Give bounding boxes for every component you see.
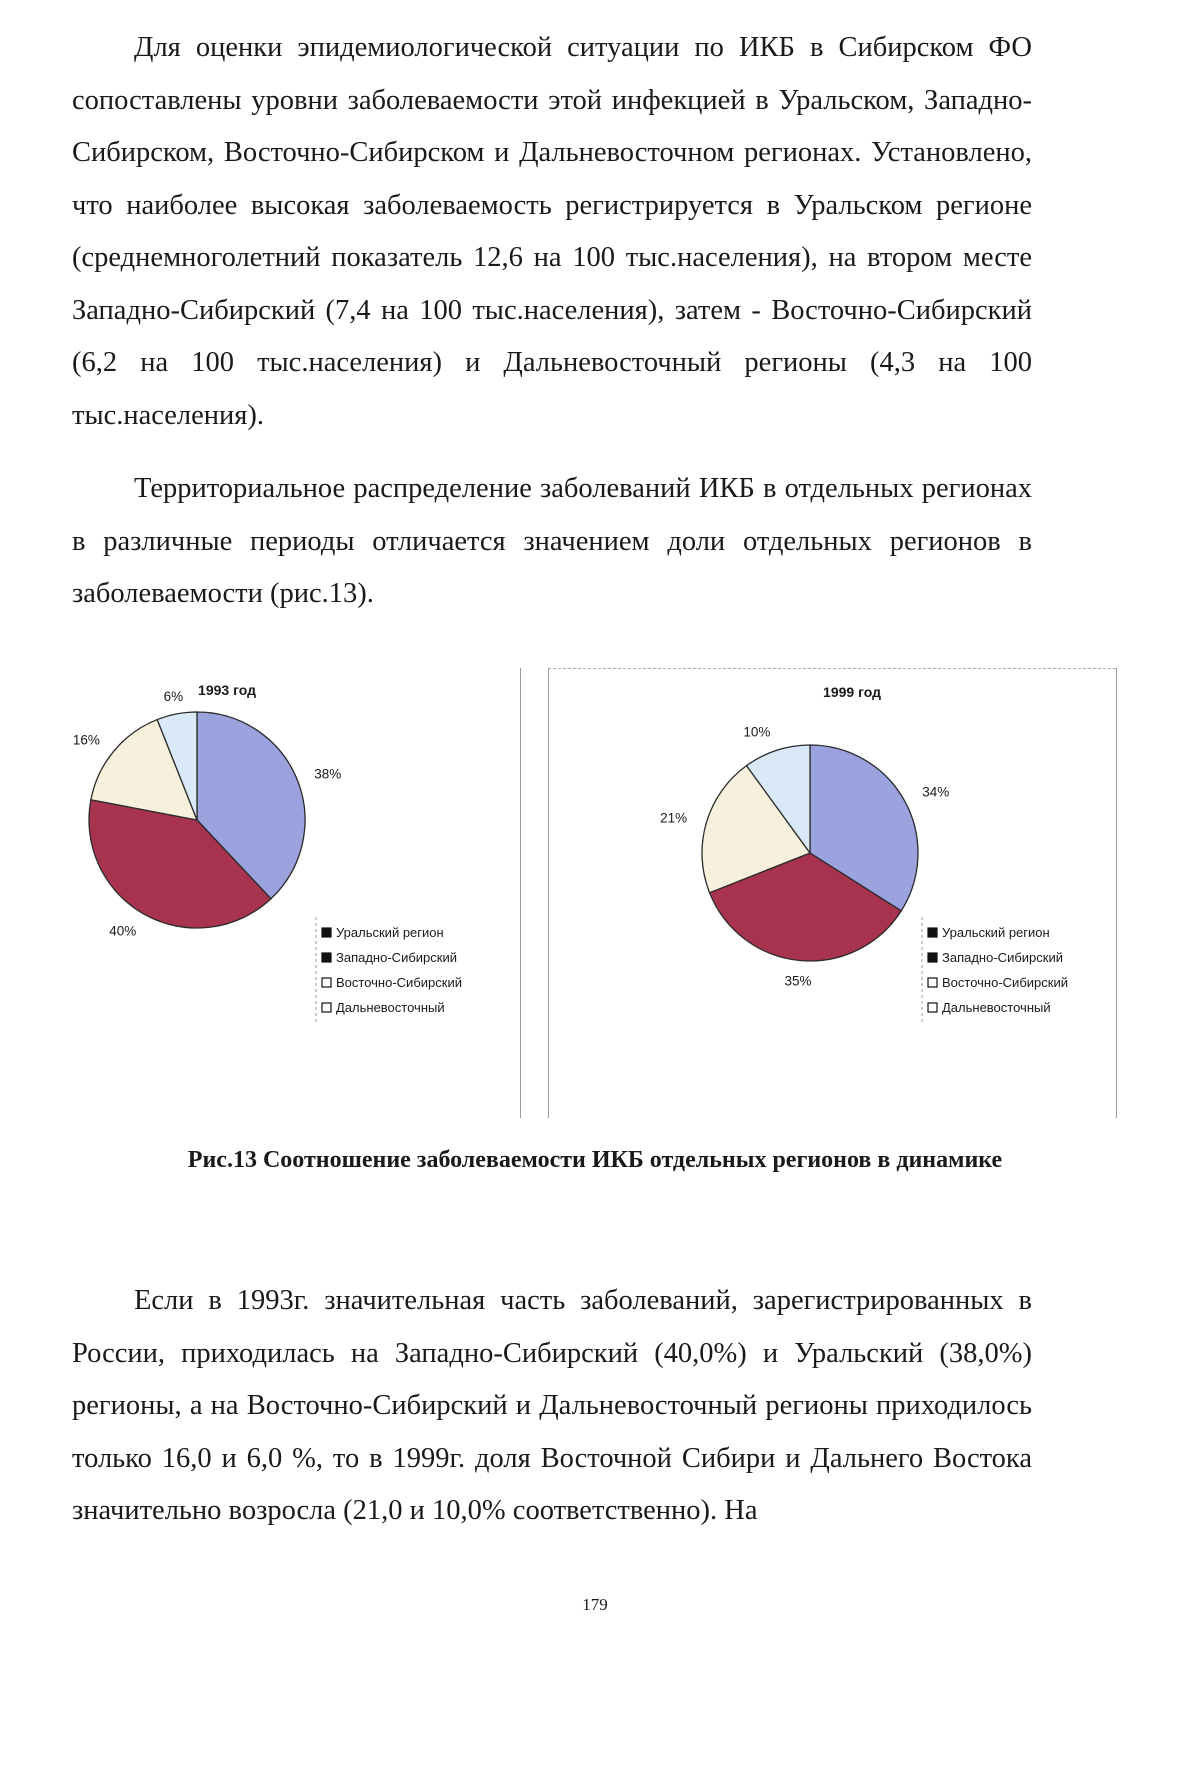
divider-line: [1116, 668, 1117, 1118]
pie-data-label: 10%: [743, 724, 771, 740]
legend-swatch: [928, 978, 937, 987]
legend-entry: Восточно-Сибирский: [942, 975, 1068, 990]
pie-data-label: 40%: [109, 923, 137, 939]
legend-swatch: [928, 953, 937, 962]
legend-swatch: [928, 1003, 937, 1012]
legend-swatch: [322, 953, 331, 962]
pie-chart-1999-svg: [642, 655, 1122, 1055]
legend-entry: Западно-Сибирский: [336, 950, 457, 965]
divider-line: [548, 668, 549, 1118]
divider-line: [548, 668, 1116, 669]
paragraph-2: Территориальное распределение заболеваний ИКБ в отдельных регионах в различные периоды отличается значением доли отдельных регионов в заболеваемости (рис.13).: [72, 473, 1032, 609]
chart-legend: [922, 917, 1068, 1025]
pie-data-label: 6%: [163, 689, 184, 705]
figure-caption: Рис.13 Соотношение заболеваемости ИКБ отдельных регионов в динамике: [187, 1147, 1003, 1173]
pie-chart-1999: [642, 655, 1122, 1055]
pie-data-label: 38%: [314, 766, 342, 782]
legend-entry: Дальневосточный: [942, 1000, 1051, 1015]
paragraph-1: Для оценки эпидемиологической ситуации по ИКБ в Сибирском ФО сопоставлены уровни заболеваемости этой инфекцией в Уральском, Западно-Сибирском, Восточно-Сибирском и Дальневосточном регионах. Установлено, что наиболее высокая заболеваемость регистрируется в Уральском регионе (среднемноголетний показатель 12,6 на 100 тыс.населения), на втором месте Западно-Сибирский (7,4 на 100 тыс.населения), затем - Восточно-Сибирский (6,2 на 100 тыс.населения) и Дальневосточный регионы (4,3 на 100 тыс.населения).: [72, 32, 1032, 431]
legend-entry: Дальневосточный: [336, 1000, 445, 1015]
legend-swatch: [928, 928, 937, 937]
legend-swatch: [322, 978, 331, 987]
legend-entry: Восточно-Сибирский: [336, 975, 462, 990]
pie-data-label: 35%: [784, 973, 812, 989]
divider-line: [520, 668, 521, 1118]
paragraph-3: Если в 1993г. значительная часть заболеваний, зарегистрированных в России, приходилась на Западно-Сибирский (40,0%) и Уральский (38,0%) регионы, а на Восточно-Сибирский и Дальневосточный регионы приходилось только 16,0 и 6,0 %, то в 1999г. доля Восточной Сибири и Дальнего Востока значительно возросла (21,0 и 10,0% соответственно). На: [72, 1285, 1032, 1526]
legend-entry: Уральский регион: [336, 925, 444, 940]
legend-swatch: [322, 1003, 331, 1012]
legend-entry: Уральский регион: [942, 925, 1050, 940]
pie-data-label: 21%: [660, 810, 688, 826]
page-number: 179: [582, 1595, 608, 1614]
chart-legend: [316, 917, 462, 1025]
pie-data-label: 34%: [922, 784, 950, 800]
pie-chart-1993: [72, 655, 512, 1055]
pie-chart-1993-svg: [72, 655, 512, 1055]
legend-swatch: [322, 928, 331, 937]
chart-title: 1993 год: [198, 682, 256, 698]
chart-title: 1999 год: [823, 684, 881, 700]
legend-entry: Западно-Сибирский: [942, 950, 1063, 965]
pie-data-label: 16%: [72, 732, 100, 748]
